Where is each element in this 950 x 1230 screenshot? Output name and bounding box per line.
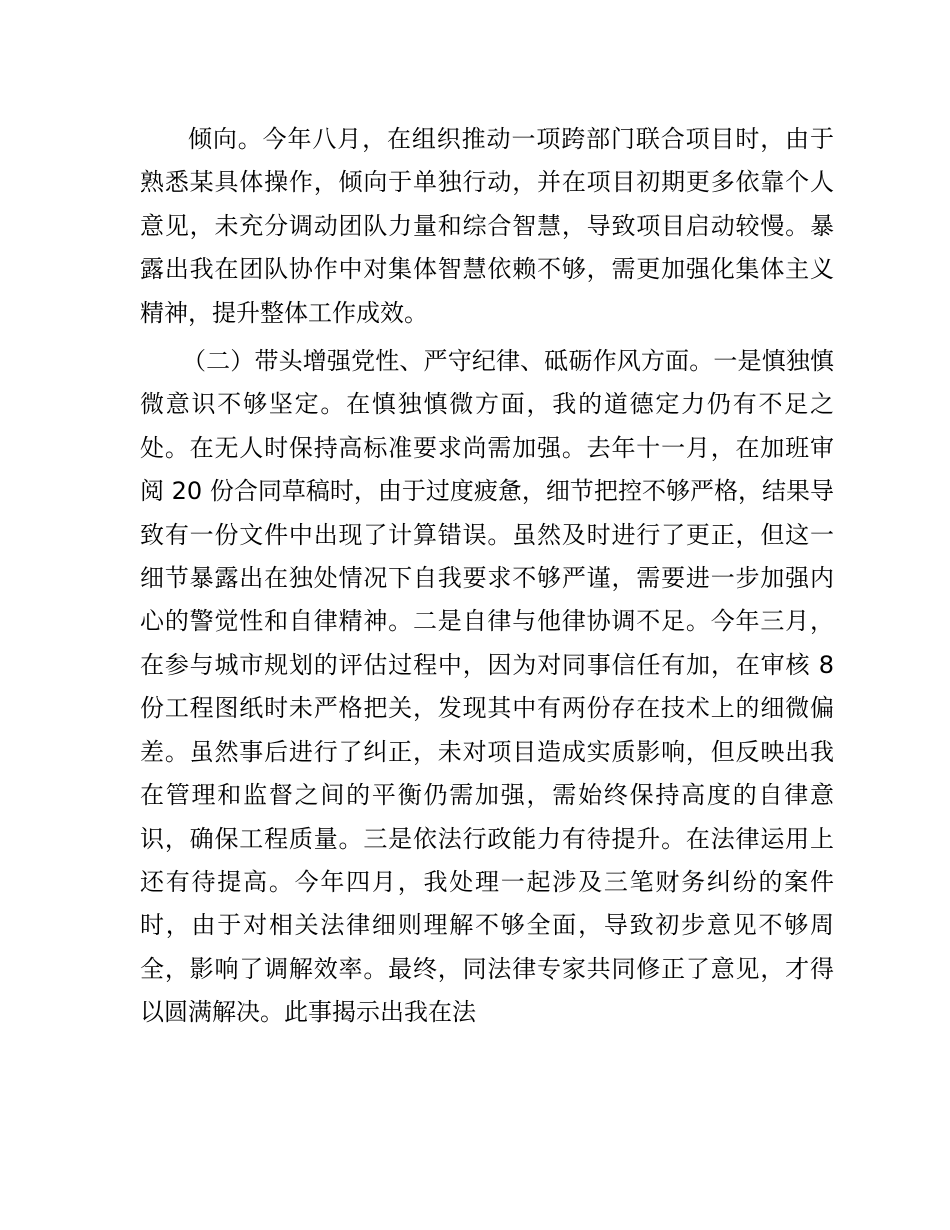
document-body	[140, 118, 834, 1035]
paragraph-continuation: 倾向。今年八月，在组织推动一项跨部门联合项目时，由于熟悉某具体操作，倾向于单独行动，并在项目初期更多依靠个人意见，未充分调动团队力量和综合智慧，导致项目启动较慢。暴露出我在团队协作中对集体智慧依赖不够，需更加强化集体主义精神，提升整体工作成效。	[140, 125, 834, 327]
paragraph-section-two: （二）带头增强党性、严守纪律、砥砺作风方面。一是慎独慎微意识不够坚定。在慎独慎微方面，我的道德定力仍有不足之处。在无人时保持高标准要求尚需加强。去年十一月，在加班审阅 20 份合同草稿时，由于过度疲惫，细节把控不够严格，结果导致有一份文件中出现了计算错误。虽然及时进行了更正，但这一细节暴露出在独处情况下自我要求不够严谨，需要进一步加强内心的警觉性和自律精神。二是自律与他律协调不足。今年三月，在参与城市规划的评估过程中，因为对同事信任有加，在审核 8 份工程图纸时未严格把关，发现其中有两份存在技术上的细微偏差。虽然事后进行了纠正，未对项目造成实质影响，但反映出我在管理和监督之间的平衡仍需加强，需始终保持高度的自律意识，确保工程质量。三是依法行政能力有待提升。在法律运用上还有待提高。今年四月，我处理一起涉及三笔财务纠纷的案件时，由于对相关法律细则理解不够全面，导致初步意见不够周全，影响了调解效率。最终，同法律专家共同修正了意见，才得以圆满解决。此事揭示出我在法	[140, 347, 834, 1027]
